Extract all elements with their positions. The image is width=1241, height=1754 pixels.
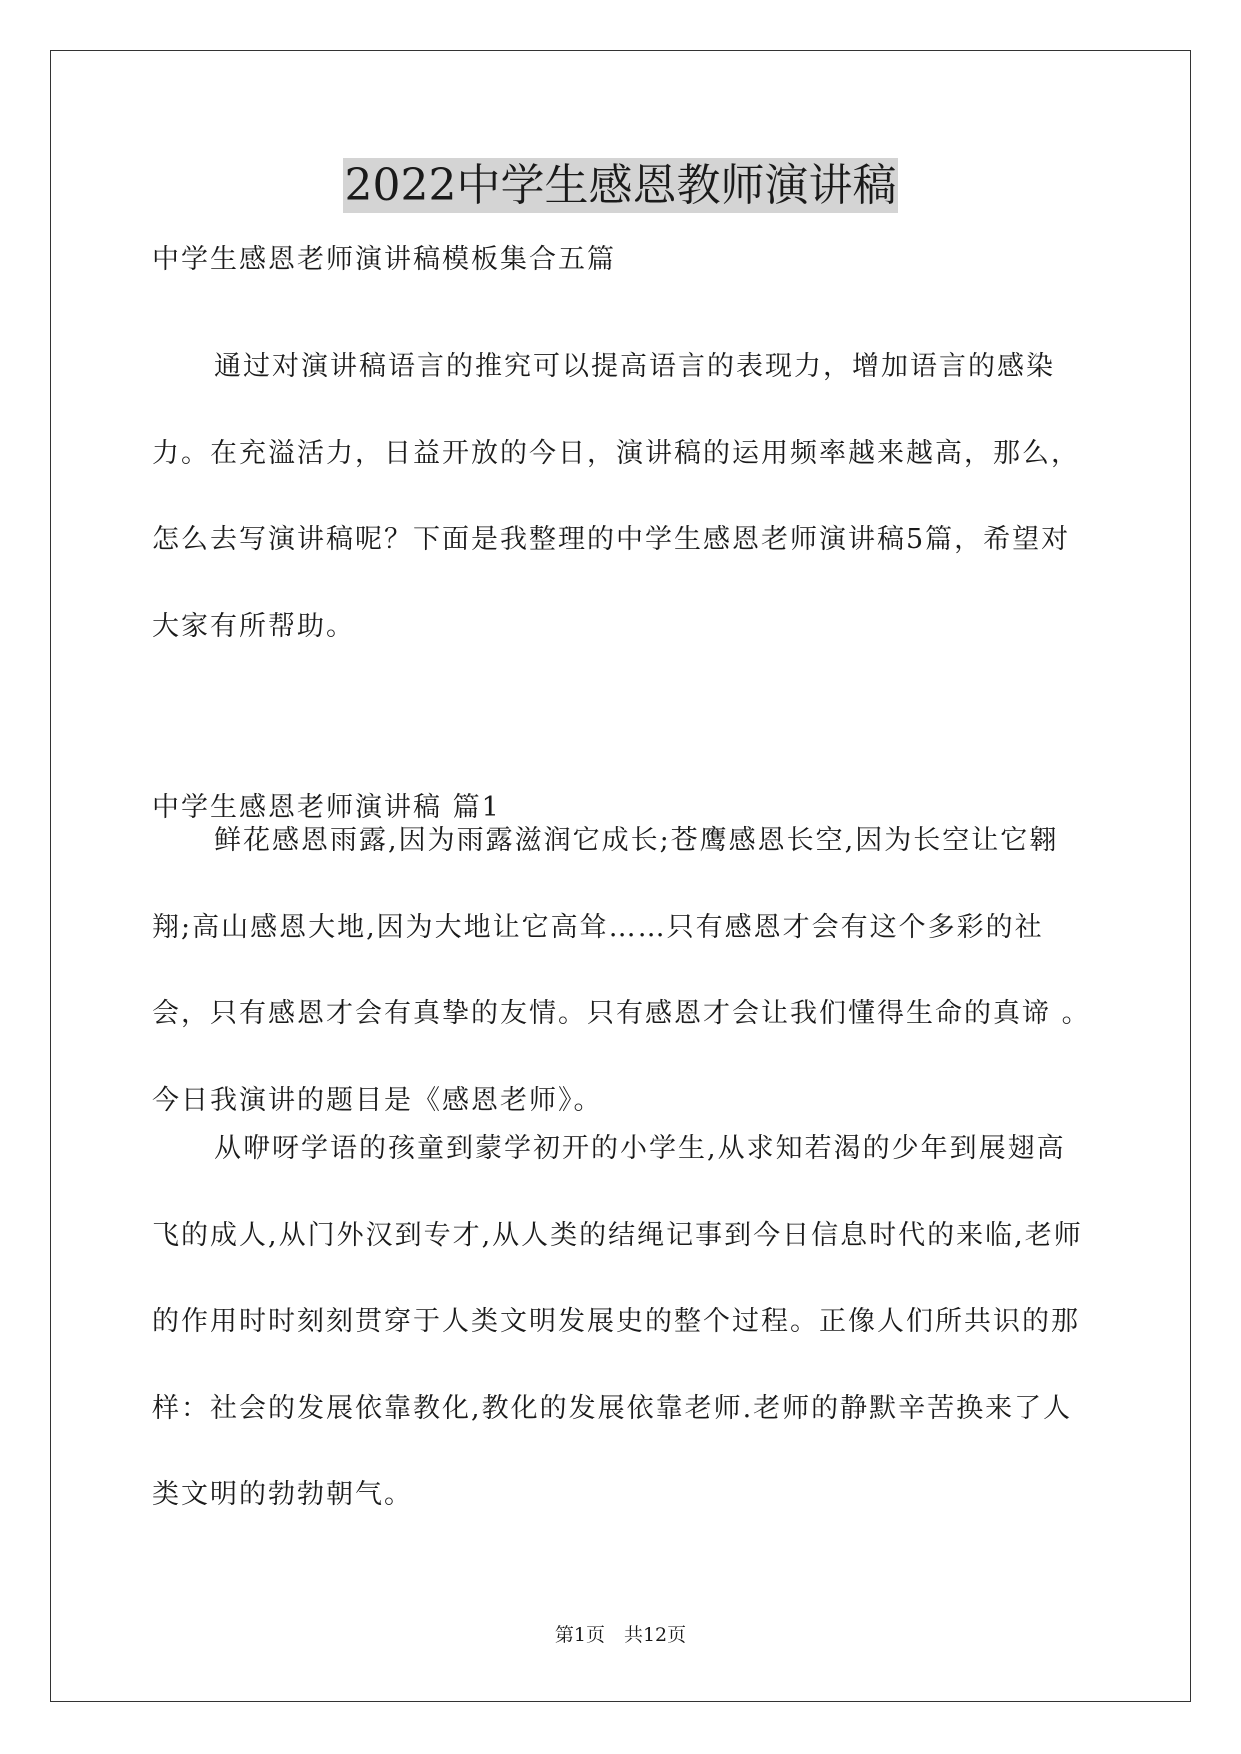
body-paragraph-1: 鲜花感恩雨露,因为雨露滋润它成长;苍鹰感恩长空,因为长空让它翱翔;高山感恩大地,因为大地让它高耸……只有感恩才会有这个多彩的社会，只有感恩才会有真挚的友情。只有感恩才会让我们懂得生命的真谛 。今日我演讲的题目是《感恩老师》。 bbox=[152, 825, 1091, 1116]
intro-paragraph: 通过对演讲稿语言的推究可以提高语言的表现力，增加语言的感染力。在充溢活力，日益开放的今日，演讲稿的运用频率越来越高，那么，怎么去写演讲稿呢？下面是我整理的中学生感恩老师演讲稿5篇，希望对大家有所帮助。 bbox=[152, 351, 1080, 642]
document-title-text: 2022中学生感恩教师演讲稿 bbox=[344, 160, 897, 211]
page-number-footer: 第1页 共12页 bbox=[554, 1624, 687, 1646]
body-paragraph-2: 从咿呀学语的孩童到蒙学初开的小学生,从求知若渴的少年到展翅高飞的成人,从门外汉到专才,从人类的结绳记事到今日信息时代的来临,老师的作用时时刻刻贯穿于人类文明发展史的整个过程。正像人们所共识的那样：社会的发展依靠教化,教化的发展依靠老师.老师的静默辛苦换来了人类文明的勃勃朝气。 bbox=[152, 1133, 1083, 1510]
document-subtitle: 中学生感恩老师演讲稿模板集合五篇 bbox=[152, 244, 616, 275]
document-title bbox=[0, 158, 1241, 214]
section-heading: 中学生感恩老师演讲稿 篇1 bbox=[152, 792, 501, 823]
